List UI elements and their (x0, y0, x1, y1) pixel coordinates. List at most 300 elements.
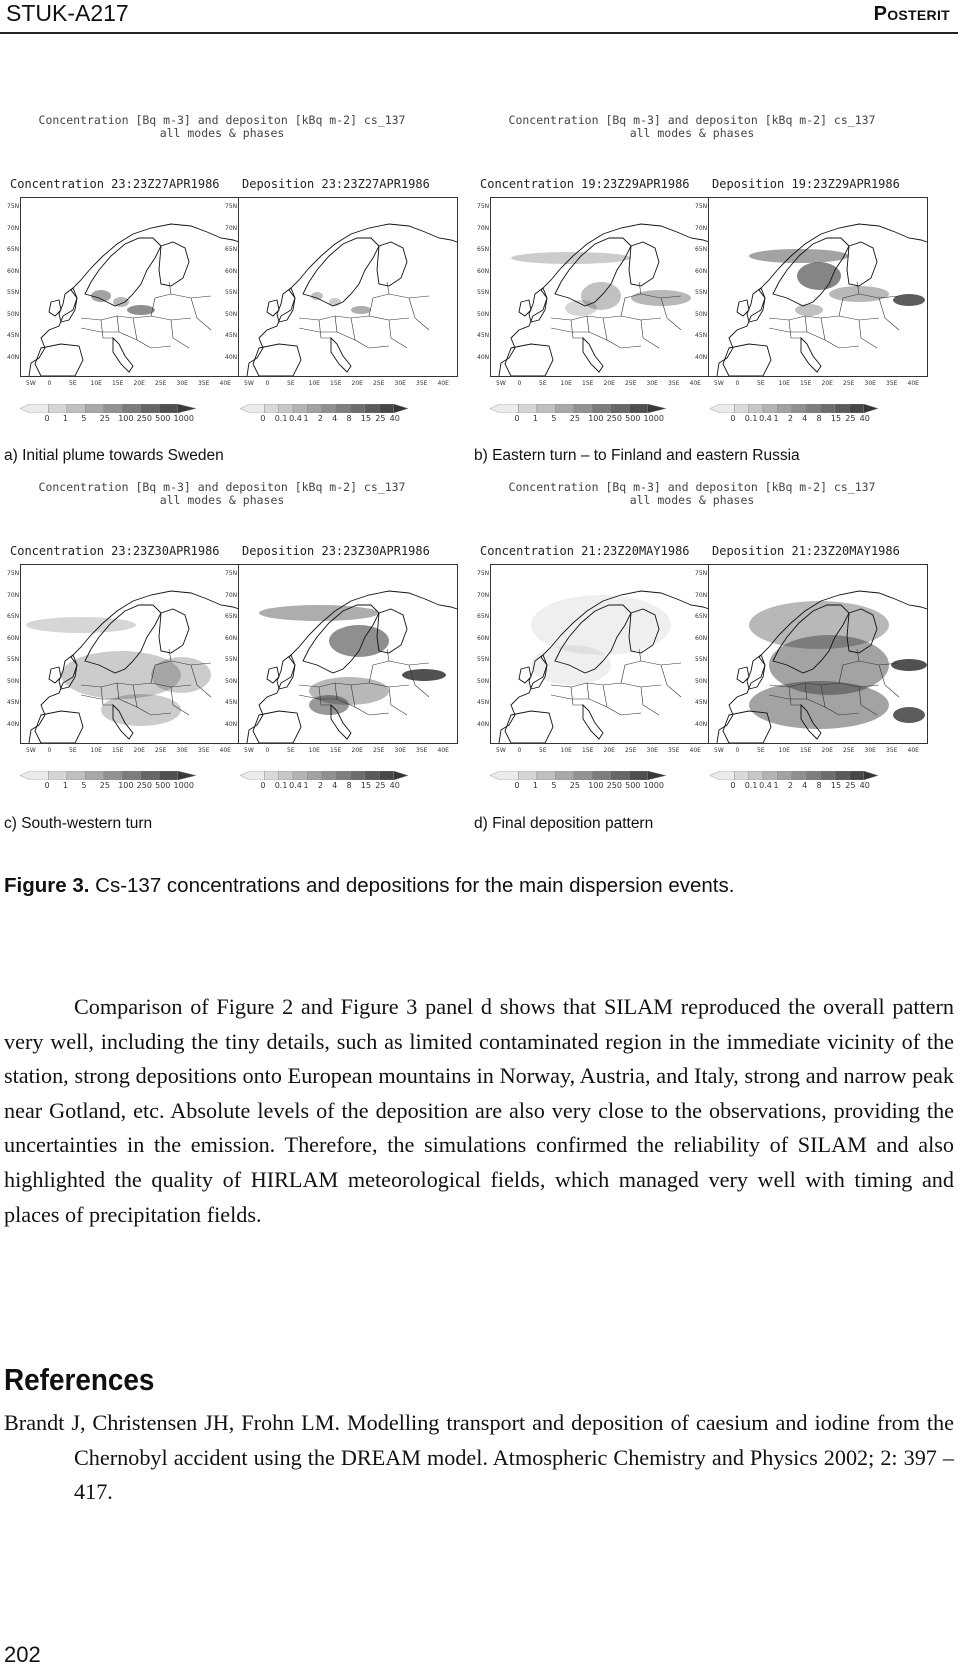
country-border (587, 683, 589, 699)
plume-shading (893, 294, 925, 306)
colorbar-segment (806, 404, 820, 413)
colorbar-tick-label: 1000 (173, 414, 194, 423)
lon-tick-label: 35E (198, 747, 210, 754)
colorbar-tick-label: 0.1 (744, 414, 758, 423)
colorbar-tick-label: 250 (606, 414, 622, 423)
country-border (387, 282, 389, 294)
lat-tick-label: 40N (7, 353, 20, 361)
deposition-map (238, 564, 458, 744)
lat-tick-label: 45N (7, 699, 20, 706)
lon-tick-label: 20E (351, 380, 363, 387)
colorbar-tick-label: 25 (569, 414, 580, 423)
colorbar-segment (849, 404, 863, 413)
colorbar-segment (792, 404, 806, 413)
colorbar-tick-label: 100 (118, 414, 134, 423)
lon-tick-label: 35E (416, 380, 428, 387)
country-border (299, 316, 409, 320)
deposition-map (708, 564, 928, 744)
lon-tick-label: 15E (582, 747, 594, 754)
colorbar-tick-label: 1 (303, 414, 309, 423)
lon-tick-label: 5W (244, 747, 254, 754)
lat-tick-label: 70N (477, 224, 490, 232)
lat-tick-label: 55N (695, 289, 708, 296)
lat-tick-label: 50N (7, 310, 20, 318)
lon-tick-label: 25E (843, 747, 855, 754)
lon-tick-label: 0 (47, 380, 52, 387)
colorbar-segment (592, 404, 610, 413)
colorbar-segment (490, 404, 518, 413)
lon-tick-label: 0 (47, 747, 52, 754)
colorbar-tick-label: 1 (773, 781, 779, 790)
colorbar-segment (365, 404, 379, 413)
colorbar-segment (490, 771, 518, 780)
references-heading: References (4, 1362, 155, 1397)
figure-text: Cs-137 concentrations and depositions for the main dispersion events. (89, 874, 735, 897)
lat-tick-label: 65N (225, 613, 238, 620)
colorbar-segment (240, 771, 264, 780)
lat-tick-label: 40N (477, 720, 490, 728)
lon-tick-label: 20E (821, 747, 833, 754)
colorbar-segment (710, 404, 734, 413)
colorbar-segment (240, 404, 264, 413)
colorbar-segment (178, 404, 196, 413)
colorbar-segment (777, 771, 791, 780)
country-border (571, 320, 583, 338)
lon-tick-label: 35E (668, 380, 680, 387)
colorbar-tick-label: 100 (588, 414, 604, 423)
colorbar-tick-label: 0 (514, 414, 520, 423)
colorbar-segment (48, 771, 66, 780)
colorbar-segment (379, 771, 393, 780)
colorbar-tick-label: 2 (317, 414, 323, 423)
europe-map (491, 565, 709, 743)
country-border (661, 665, 681, 697)
lat-tick-label: 60N (7, 634, 20, 642)
colorbar-tick-label: 2 (317, 781, 323, 790)
lat-tick-label: 70N (695, 224, 708, 232)
lon-tick-label: 30E (176, 747, 188, 754)
colorbar-tick-label: 4 (802, 414, 808, 423)
lat-tick-label: 45N (695, 332, 708, 339)
panel-title: Concentration [Bq m-3] and depositon [kBq m-2] cs_137 all modes & phases (38, 113, 406, 140)
country-border (191, 298, 211, 330)
lon-tick-label: 5E (287, 380, 295, 387)
colorbar-segment (629, 771, 647, 780)
lat-tick-label: 40N (477, 353, 490, 361)
colorbar-segment (574, 404, 592, 413)
lat-tick-label: 60N (225, 267, 238, 275)
lat-tick-label: 70N (695, 591, 708, 599)
country-border (789, 320, 801, 338)
lat-tick-label: 50N (477, 310, 490, 318)
colorbar-segment (734, 771, 748, 780)
colorbar-segment (518, 771, 536, 780)
lat-tick-label: 50N (695, 310, 708, 318)
colorbar-segment (864, 404, 878, 413)
plume-shading (891, 659, 927, 671)
colorbar-tick-label: 500 (625, 781, 641, 790)
lat-tick-label: 75N (695, 570, 708, 577)
colorbar-tick-label: 40 (389, 781, 400, 790)
colorbar-segment (279, 404, 293, 413)
europe-map (239, 565, 457, 743)
lon-tick-label: 0 (735, 747, 740, 754)
colorbar-segment (835, 404, 849, 413)
colorbar-tick-label: 15 (830, 414, 842, 423)
country-border (603, 318, 641, 348)
colorbar-tick-label: 0 (44, 414, 50, 423)
colorbar-tick-label: 5 (81, 414, 87, 423)
colorbar-tick-label: 0.1 (274, 781, 288, 790)
lon-tick-label: 40E (437, 747, 449, 754)
colorbar-segment (749, 404, 763, 413)
country-border (389, 687, 407, 715)
lon-tick-label: 10E (778, 747, 790, 754)
lat-tick-label: 45N (7, 332, 20, 339)
colorbar-tick-label: 15 (360, 414, 372, 423)
lon-tick-label: 40E (907, 747, 919, 754)
lon-tick-label: 10E (90, 747, 102, 754)
lon-tick-label: 5W (496, 380, 506, 387)
country-border (639, 649, 641, 661)
colorbar-tick-label: 100 (118, 781, 134, 790)
country-border (641, 687, 659, 715)
lat-tick-label: 40N (225, 353, 238, 361)
colorbar-tick-label: 25 (375, 781, 386, 790)
country-border (117, 316, 119, 332)
lon-tick-label: 5W (496, 747, 506, 754)
plume-shading (127, 305, 155, 315)
colorbar-tick-label: 0 (44, 781, 50, 790)
colorbar-tick-label: 8 (816, 781, 822, 790)
concentration-map (20, 564, 240, 744)
land-outline (159, 242, 189, 286)
colorbar-segment (141, 771, 159, 780)
concentration-colorbar (490, 404, 666, 413)
lon-tick-label: 5E (757, 380, 765, 387)
colorbar-segment (379, 404, 393, 413)
land-outline (505, 711, 553, 743)
land-outline (331, 338, 351, 372)
lat-tick-label: 55N (7, 656, 20, 663)
colorbar-segment (835, 771, 849, 780)
colorbar-tick-label: 25 (569, 781, 580, 790)
lon-tick-label: 5W (26, 747, 36, 754)
colorbar-segment (394, 771, 408, 780)
lon-tick-label: 20E (603, 747, 615, 754)
lon-tick-label: 40E (219, 380, 231, 387)
deposition-label: Deposition 23:23Z30APR1986 (242, 544, 430, 558)
deposition-colorbar (710, 404, 878, 413)
colorbar-segment (648, 771, 666, 780)
lon-tick-label: 15E (330, 747, 342, 754)
colorbar-tick-label: 0.1 (274, 414, 288, 423)
colorbar-tick-label: 1 (532, 414, 538, 423)
lat-tick-label: 40N (7, 720, 20, 728)
land-outline (159, 609, 189, 653)
colorbar-tick-label: 250 (136, 414, 152, 423)
lat-tick-label: 65N (695, 246, 708, 253)
colorbar-segment (293, 771, 307, 780)
lat-tick-label: 65N (695, 613, 708, 620)
colorbar-tick-label: 500 (155, 414, 171, 423)
country-border (133, 318, 171, 348)
country-border (821, 318, 859, 348)
concentration-map (20, 197, 240, 377)
concentration-map (490, 197, 710, 377)
colorbar-tick-label: 1 (62, 781, 68, 790)
colorbar-segment (264, 404, 278, 413)
colorbar-tick-label: 5 (81, 781, 87, 790)
colorbar-segment (67, 771, 85, 780)
plume-shading (565, 300, 597, 316)
deposition-colorbar (240, 771, 408, 780)
colorbar-segment (141, 404, 159, 413)
lon-tick-label: 35E (886, 380, 898, 387)
panel-title: Concentration [Bq m-3] and depositon [kBq m-2] cs_137 all modes & phases (508, 480, 876, 507)
plume-shading (893, 707, 925, 723)
land-outline (583, 705, 603, 739)
concentration-label: Concentration 23:23Z27APR1986 (10, 177, 220, 191)
colorbar-tick-label: 1 (303, 781, 309, 790)
colorbar-segment (322, 404, 336, 413)
lon-tick-label: 25E (843, 380, 855, 387)
colorbar-tick-label: 0 (730, 781, 736, 790)
colorbar-tick-label: 1000 (643, 781, 664, 790)
lon-tick-label: 5W (26, 380, 36, 387)
lon-tick-label: 35E (416, 747, 428, 754)
lat-tick-label: 40N (695, 720, 708, 728)
country-border (101, 320, 113, 338)
colorbar-tick-label: 8 (346, 414, 352, 423)
panel-caption: d) Final deposition pattern (474, 815, 654, 832)
country-border (639, 282, 641, 294)
colorbar-segment (806, 771, 820, 780)
colorbar-tick-label: 8 (346, 781, 352, 790)
lon-tick-label: 30E (646, 380, 658, 387)
colorbar-tick-label: 25 (845, 781, 856, 790)
colorbar-tick-label: 500 (155, 781, 171, 790)
lon-tick-label: 25E (625, 380, 637, 387)
lat-tick-label: 75N (695, 203, 708, 210)
colorbar-tick-label: 0 (260, 781, 266, 790)
lon-tick-label: 30E (394, 747, 406, 754)
lon-tick-label: 20E (133, 380, 145, 387)
country-border (369, 294, 429, 316)
panel-caption: a) Initial plume towards Sweden (4, 447, 224, 464)
colorbar-segment (592, 771, 610, 780)
lon-tick-label: 20E (603, 380, 615, 387)
lat-tick-label: 70N (225, 224, 238, 232)
lat-tick-label: 75N (225, 203, 238, 210)
lat-tick-label: 75N (225, 570, 238, 577)
lat-tick-label: 65N (477, 613, 490, 620)
colorbar-segment (336, 404, 350, 413)
colorbar-tick-label: 0 (260, 414, 266, 423)
colorbar-segment (555, 771, 573, 780)
country-border (551, 316, 661, 320)
colorbar-segment (322, 771, 336, 780)
lon-tick-label: 15E (330, 380, 342, 387)
body-text (4, 990, 954, 1232)
lon-tick-label: 5W (714, 380, 724, 387)
country-border (389, 320, 407, 348)
colorbar-tick-label: 250 (136, 781, 152, 790)
lon-tick-label: 5E (69, 747, 77, 754)
colorbar-segment (279, 771, 293, 780)
europe-map (239, 198, 457, 376)
colorbar-tick-label: 15 (830, 781, 842, 790)
colorbar-tick-label: 0.4 (289, 781, 302, 790)
colorbar-tick-label: 2 (787, 414, 793, 423)
lat-tick-label: 50N (225, 310, 238, 318)
lat-tick-label: 40N (695, 353, 708, 361)
country-border (319, 320, 331, 338)
report-id: STUK-A217 (6, 0, 129, 26)
lon-tick-label: 25E (155, 380, 167, 387)
country-border (387, 649, 389, 661)
land-outline (113, 338, 133, 372)
lat-tick-label: 50N (695, 677, 708, 685)
country-border (171, 320, 189, 348)
land-outline (801, 338, 821, 372)
lon-tick-label: 15E (112, 747, 124, 754)
europe-map (709, 198, 927, 376)
lat-tick-label: 50N (477, 677, 490, 685)
panel-title: Concentration [Bq m-3] and depositon [kBq m-2] cs_137 all modes & phases (508, 113, 876, 140)
europe-map (21, 198, 239, 376)
colorbar-tick-label: 8 (816, 414, 822, 423)
lat-tick-label: 55N (7, 289, 20, 296)
lat-tick-label: 60N (477, 634, 490, 642)
lat-tick-label: 70N (7, 591, 20, 599)
colorbar-segment (336, 771, 350, 780)
country-border (571, 687, 583, 705)
lon-tick-label: 25E (373, 380, 385, 387)
plume-shading (797, 262, 841, 290)
lat-tick-label: 60N (695, 267, 708, 275)
colorbar-tick-label: 1 (532, 781, 538, 790)
concentration-label: Concentration 21:23Z20MAY1986 (480, 544, 690, 558)
colorbar-tick-label: 0.4 (289, 414, 302, 423)
lat-tick-label: 65N (7, 613, 20, 620)
colorbar-segment (537, 771, 555, 780)
lon-tick-label: 15E (800, 747, 812, 754)
colorbar-segment (365, 771, 379, 780)
lon-tick-label: 0 (265, 747, 270, 754)
land-outline (505, 344, 553, 376)
lat-tick-label: 70N (225, 591, 238, 599)
land-outline (35, 711, 83, 743)
figure-caption (4, 874, 734, 898)
panel-title: Concentration [Bq m-3] and depositon [kBq m-2] cs_137 all modes & phases (38, 480, 406, 507)
deposition-label: Deposition 21:23Z20MAY1986 (712, 544, 900, 558)
colorbar-tick-label: 4 (332, 414, 338, 423)
colorbar-segment (85, 771, 103, 780)
colorbar-tick-label: 25 (845, 414, 856, 423)
colorbar-segment (611, 771, 629, 780)
colorbar-segment (159, 771, 177, 780)
country-border (805, 316, 807, 332)
colorbar-segment (307, 404, 321, 413)
lat-tick-label: 75N (477, 570, 490, 577)
colorbar-segment (821, 771, 835, 780)
colorbar-tick-label: 5 (551, 781, 557, 790)
country-border (859, 320, 877, 348)
country-border (641, 320, 659, 348)
country-border (603, 685, 641, 715)
country-border (81, 316, 191, 320)
colorbar-segment (611, 404, 629, 413)
lon-tick-label: 15E (800, 380, 812, 387)
lon-tick-label: 25E (625, 747, 637, 754)
colorbar-segment (159, 404, 177, 413)
lon-tick-label: 10E (308, 747, 320, 754)
land-outline (377, 242, 407, 286)
colorbar-tick-label: 40 (859, 414, 870, 423)
lon-tick-label: 10E (778, 380, 790, 387)
concentration-label: Concentration 19:23Z29APR1986 (480, 177, 690, 191)
colorbar-tick-label: 0 (730, 414, 736, 423)
colorbar-tick-label: 0 (514, 781, 520, 790)
colorbar-segment (518, 404, 536, 413)
colorbar-segment (293, 404, 307, 413)
colorbar-tick-label: 0.1 (744, 781, 758, 790)
colorbar-segment (734, 404, 748, 413)
deposition-map (708, 197, 928, 377)
plume-shading (311, 292, 323, 300)
lon-tick-label: 5W (714, 747, 724, 754)
panel-caption: b) Eastern turn – to Finland and eastern Russia (474, 447, 800, 464)
colorbar-segment (104, 404, 122, 413)
lon-tick-label: 20E (133, 747, 145, 754)
lon-tick-label: 30E (864, 747, 876, 754)
lon-tick-label: 10E (90, 380, 102, 387)
lon-tick-label: 20E (351, 747, 363, 754)
land-outline (253, 344, 301, 376)
plume-shading (402, 669, 446, 681)
europe-map (491, 198, 709, 376)
body-paragraph: Comparison of Figure 2 and Figure 3 panel d shows that SILAM reproduced the overall pattern very well, including the tiny details, such as limited contaminated region in the immediate vicinity of the station, strong depositions onto European mountains in Norway, Austria, and Italy, strong and narrow peak near Gotland, etc. Absolute levels of the deposition are also very close to the observations, providing the uncertainties in the emission. Therefore, the simulations confirmed the reliability of SILAM and also highlighted the quality of HIRLAM meteorological fields, which managed very well with timing and places of precipitation fields. (4, 994, 954, 1227)
lat-tick-label: 55N (225, 289, 238, 296)
colorbar-tick-label: 15 (360, 781, 372, 790)
colorbar-segment (20, 404, 48, 413)
lat-tick-label: 75N (477, 203, 490, 210)
colorbar-tick-label: 4 (332, 781, 338, 790)
lon-tick-label: 5E (69, 380, 77, 387)
country-border (151, 294, 211, 316)
lat-tick-label: 45N (225, 332, 238, 339)
colorbar-tick-label: 1 (773, 414, 779, 423)
colorbar-tick-label: 100 (588, 781, 604, 790)
colorbar-segment (178, 771, 196, 780)
colorbar-segment (85, 404, 103, 413)
colorbar-segment (537, 404, 555, 413)
lat-tick-label: 40N (225, 720, 238, 728)
page-number: 202 (4, 1642, 41, 1667)
colorbar-segment (307, 771, 321, 780)
colorbar-segment (351, 404, 365, 413)
lat-tick-label: 60N (225, 634, 238, 642)
europe-map (21, 565, 239, 743)
lat-tick-label: 60N (7, 267, 20, 275)
colorbar-segment (749, 771, 763, 780)
plume-shading (259, 605, 379, 621)
colorbar-tick-label: 1000 (643, 414, 664, 423)
lat-tick-label: 55N (477, 656, 490, 663)
lat-tick-label: 55N (695, 656, 708, 663)
colorbar-tick-label: 500 (625, 414, 641, 423)
